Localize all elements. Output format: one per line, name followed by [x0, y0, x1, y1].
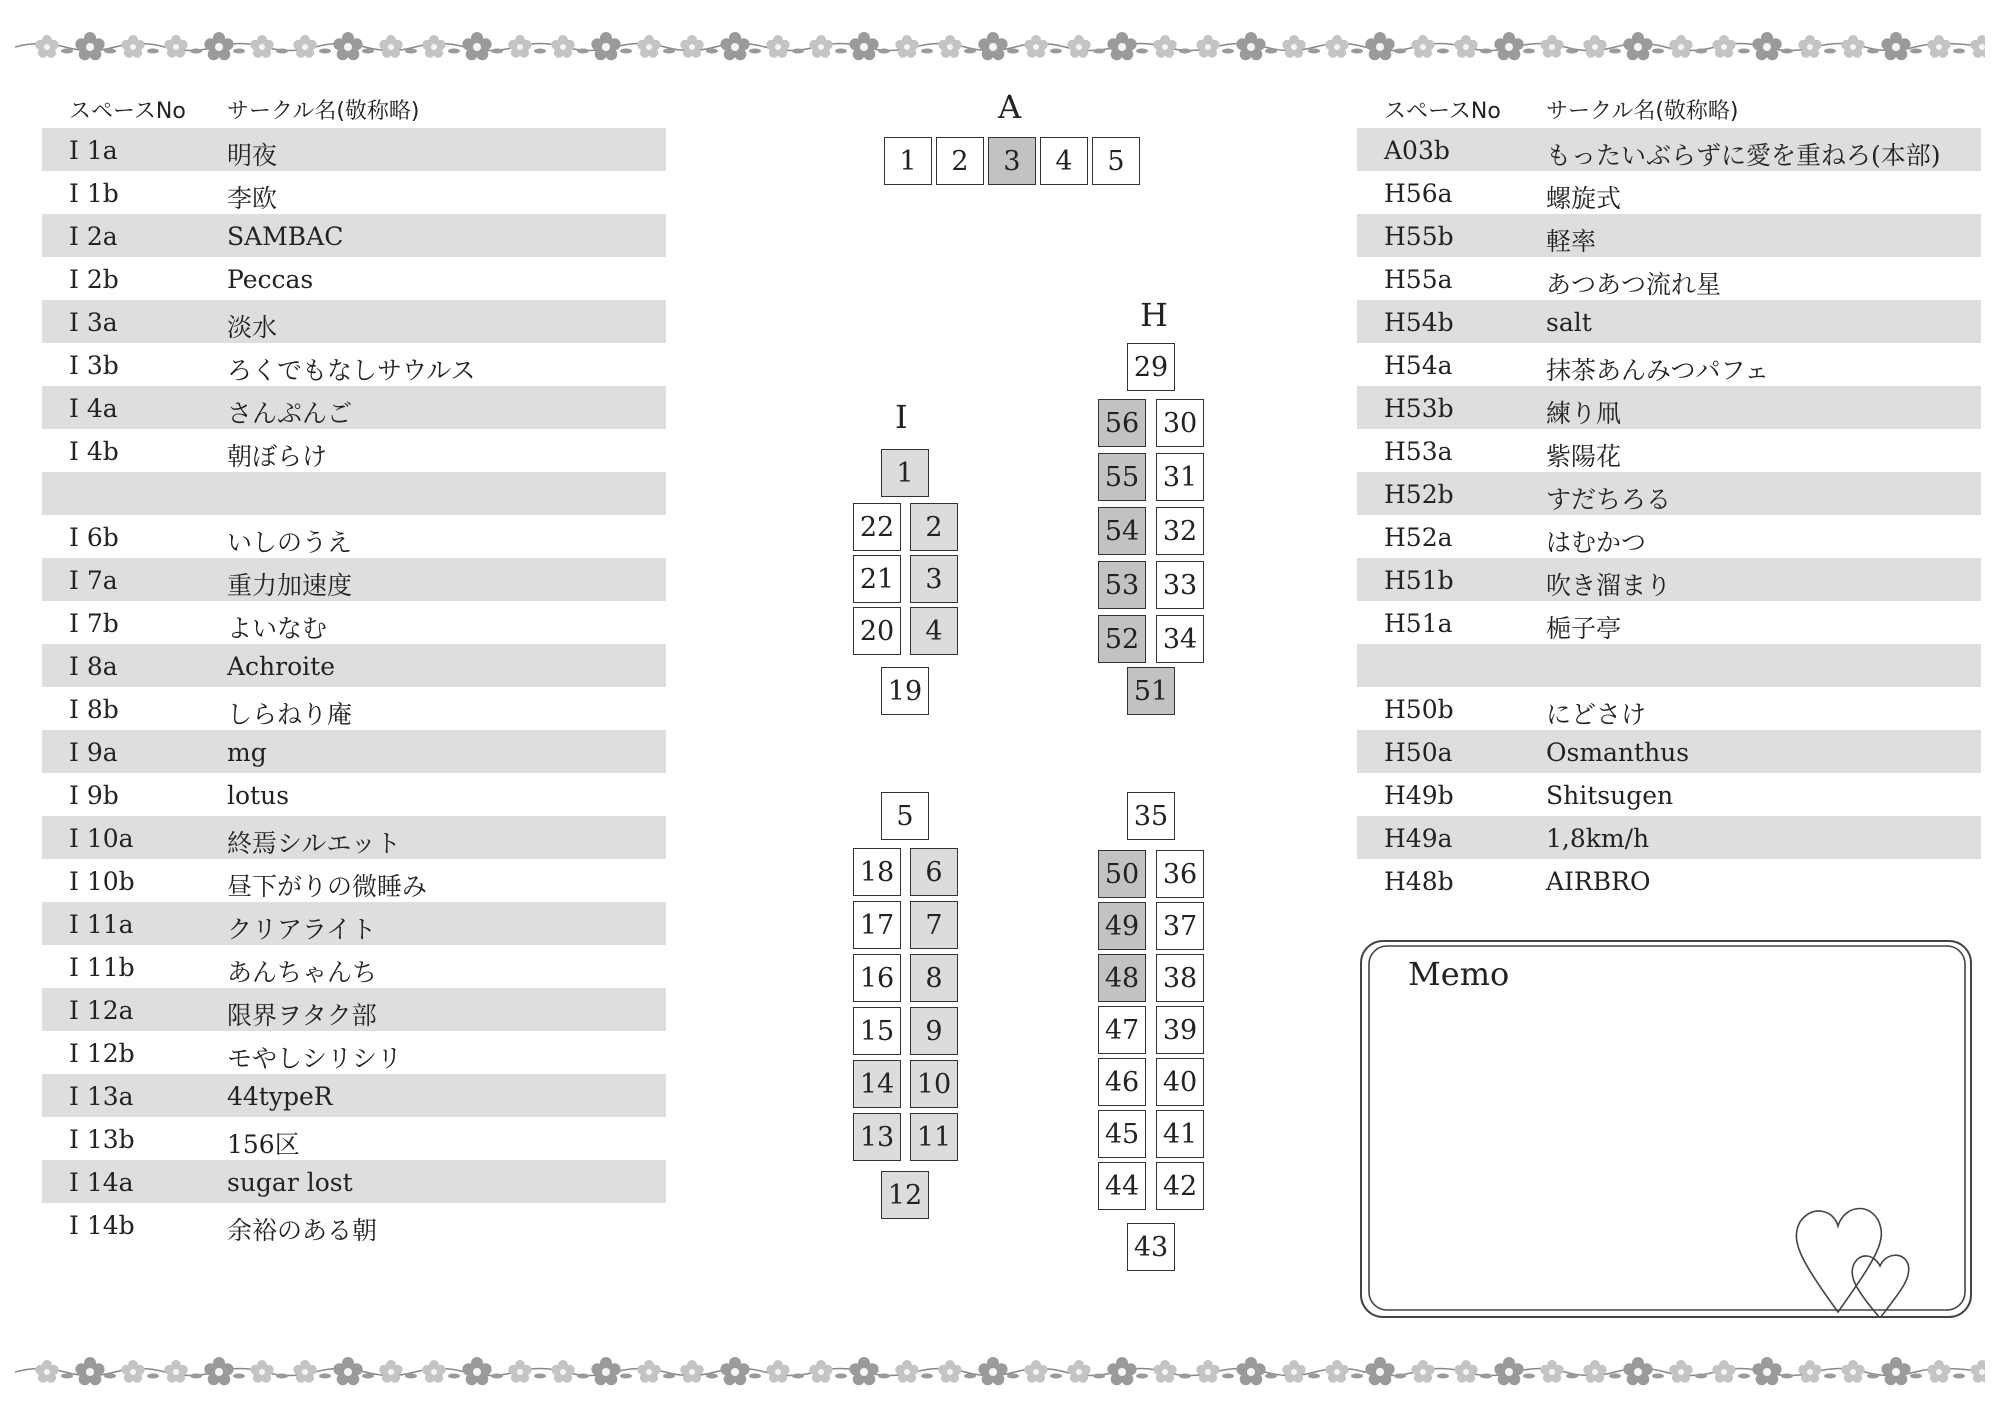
- circle-name: 淡水: [227, 313, 278, 342]
- block-label-i: I: [895, 398, 908, 436]
- space-no: I 3a: [69, 308, 118, 337]
- circle-name: 1,8km/h: [1546, 824, 1650, 853]
- space-cell-8: 8: [910, 954, 958, 1002]
- table-row: [42, 171, 666, 214]
- space-cell-5: 5: [881, 792, 929, 840]
- space-cell-44: 44: [1098, 1162, 1146, 1210]
- circle-name-header: サークル名(敬称略): [1546, 99, 1739, 124]
- space-no: I 6b: [69, 523, 119, 552]
- circle-name: 重力加速度: [227, 571, 353, 600]
- table-row: [42, 386, 666, 429]
- space-cell-34: 34: [1156, 615, 1204, 663]
- space-no: I 3b: [69, 351, 119, 380]
- left-circle-table: [42, 88, 666, 1246]
- circle-name: 昼下がりの微睡み: [227, 872, 428, 901]
- table-row: [42, 472, 666, 515]
- space-no: I 12b: [69, 1039, 135, 1068]
- space-no: H52a: [1384, 523, 1453, 552]
- space-cell-30: 30: [1156, 399, 1204, 447]
- circle-name: あつあつ流れ星: [1546, 270, 1722, 299]
- table-row: [1357, 214, 1981, 257]
- space-cell-20: 20: [853, 607, 901, 655]
- table-row: [1357, 859, 1981, 902]
- circle-name: よいなむ: [227, 614, 328, 643]
- space-no: I 2a: [69, 222, 118, 251]
- space-no: I 7b: [69, 609, 119, 638]
- table-row: [42, 1031, 666, 1074]
- space-cell-37: 37: [1156, 902, 1204, 950]
- circle-name: にどさけ: [1546, 700, 1647, 729]
- table-row: [1357, 128, 1981, 171]
- circle-name: はむかつ: [1546, 528, 1647, 557]
- circle-name: salt: [1546, 308, 1592, 337]
- space-no: I 1a: [69, 136, 118, 165]
- space-cell-53: 53: [1098, 561, 1146, 609]
- table-row: [1357, 601, 1981, 644]
- space-no: I 9a: [69, 738, 118, 767]
- space-no: I 7a: [69, 566, 118, 595]
- space-cell-47: 47: [1098, 1006, 1146, 1054]
- table-header: [42, 88, 666, 128]
- table-row: [42, 515, 666, 558]
- space-cell-4: 4: [1040, 137, 1088, 185]
- space-no: H56a: [1384, 179, 1453, 208]
- table-row: [42, 902, 666, 945]
- table-row: [42, 300, 666, 343]
- space-cell-46: 46: [1098, 1058, 1146, 1106]
- circle-name: さんぷんご: [227, 399, 353, 428]
- space-cell-56: 56: [1098, 399, 1146, 447]
- circle-name: いしのうえ: [227, 528, 353, 557]
- space-cell-2: 2: [910, 503, 958, 551]
- space-no: I 8a: [69, 652, 118, 681]
- table-row: [42, 945, 666, 988]
- table-row: [42, 1160, 666, 1203]
- circle-name: lotus: [227, 781, 290, 810]
- space-cell-16: 16: [853, 954, 901, 1002]
- circle-name: 螺旋式: [1546, 184, 1622, 213]
- space-no: H54a: [1384, 351, 1453, 380]
- space-cell-9: 9: [910, 1007, 958, 1055]
- circle-name: Shitsugen: [1546, 781, 1674, 810]
- table-row: [1357, 773, 1981, 816]
- circle-name: 抹茶あんみつパフェ: [1546, 356, 1770, 385]
- circle-name: 吹き溜まり: [1546, 571, 1672, 600]
- circle-name: あんちゃんち: [227, 958, 378, 987]
- memo-title: Memo: [1408, 955, 1510, 993]
- table-row: [42, 1117, 666, 1160]
- table-row: [42, 601, 666, 644]
- space-cell-3: 3: [910, 555, 958, 603]
- space-cell-7: 7: [910, 901, 958, 949]
- space-no: H54b: [1384, 308, 1454, 337]
- space-cell-6: 6: [910, 848, 958, 896]
- circle-name: モやしシリシリ: [227, 1044, 403, 1073]
- space-no: H49a: [1384, 824, 1453, 853]
- table-row: [42, 343, 666, 386]
- space-no: I 4b: [69, 437, 119, 466]
- space-cell-38: 38: [1156, 954, 1204, 1002]
- circle-name: Peccas: [227, 265, 314, 294]
- circle-name: しらねり庵: [227, 700, 353, 729]
- space-cell-12: 12: [881, 1171, 929, 1219]
- table-row: [1357, 515, 1981, 558]
- space-cell-19: 19: [881, 667, 929, 715]
- space-no: I 9b: [69, 781, 119, 810]
- circle-name: 44typeR: [227, 1082, 333, 1111]
- table-row: [42, 1203, 666, 1246]
- space-cell-4: 4: [910, 607, 958, 655]
- space-no: I 1b: [69, 179, 119, 208]
- space-cell-15: 15: [853, 1007, 901, 1055]
- space-no: H53b: [1384, 394, 1454, 423]
- table-row: [1357, 816, 1981, 859]
- circle-name: 余裕のある朝: [227, 1216, 378, 1245]
- space-cell-14: 14: [853, 1060, 901, 1108]
- space-cell-41: 41: [1156, 1110, 1204, 1158]
- space-cell-54: 54: [1098, 507, 1146, 555]
- table-row: [1357, 171, 1981, 214]
- circle-name: 明夜: [227, 141, 278, 170]
- table-row: [42, 773, 666, 816]
- table-row: [42, 214, 666, 257]
- space-no: I 12a: [69, 996, 134, 1025]
- table-row: [1357, 472, 1981, 515]
- circle-name: Osmanthus: [1546, 738, 1690, 767]
- circle-name: もったいぶらずに愛を重ねろ(本部): [1546, 141, 1941, 170]
- space-cell-5: 5: [1092, 137, 1140, 185]
- space-no: I 2b: [69, 265, 119, 294]
- space-no: H53a: [1384, 437, 1453, 466]
- table-rows: [42, 128, 666, 1246]
- space-cell-18: 18: [853, 848, 901, 896]
- table-row: [1357, 343, 1981, 386]
- table-row: [42, 257, 666, 300]
- table-row: [1357, 644, 1981, 687]
- space-no: I 4a: [69, 394, 118, 423]
- space-cell-52: 52: [1098, 615, 1146, 663]
- space-no: H55a: [1384, 265, 1453, 294]
- table-row: [42, 988, 666, 1031]
- space-cell-10: 10: [910, 1060, 958, 1108]
- space-no: H48b: [1384, 867, 1454, 896]
- space-no: H50b: [1384, 695, 1454, 724]
- space-cell-33: 33: [1156, 561, 1204, 609]
- space-no: H51a: [1384, 609, 1453, 638]
- space-cell-48: 48: [1098, 954, 1146, 1002]
- space-no-header: スペースNo: [69, 99, 186, 124]
- table-rows: [1357, 128, 1981, 902]
- table-row: [1357, 257, 1981, 300]
- space-no: I 11b: [69, 953, 135, 982]
- right-circle-table: [1357, 88, 1981, 902]
- space-no-header: スペースNo: [1384, 99, 1501, 124]
- table-row: [42, 859, 666, 902]
- flower-border-bottom: [15, 1351, 1985, 1393]
- space-cell-35: 35: [1127, 792, 1175, 840]
- circle-name: 朝ぼらけ: [227, 442, 328, 471]
- block-label-a: A: [998, 88, 1022, 126]
- space-cell-55: 55: [1098, 453, 1146, 501]
- circle-name: すだちろる: [1546, 485, 1672, 514]
- space-no: H50a: [1384, 738, 1453, 767]
- space-no: I 14a: [69, 1168, 134, 1197]
- space-cell-1: 1: [881, 449, 929, 497]
- space-cell-3: 3: [988, 137, 1036, 185]
- table-row: [42, 730, 666, 773]
- table-row: [42, 816, 666, 859]
- space-no: I 13b: [69, 1125, 135, 1154]
- space-cell-36: 36: [1156, 850, 1204, 898]
- heart-icon: [1796, 1209, 1908, 1318]
- space-cell-50: 50: [1098, 850, 1146, 898]
- table-row: [1357, 386, 1981, 429]
- table-row: [1357, 687, 1981, 730]
- space-cell-11: 11: [910, 1113, 958, 1161]
- circle-name: 限界ヲタク部: [227, 1001, 377, 1030]
- table-row: [42, 429, 666, 472]
- space-cell-21: 21: [853, 555, 901, 603]
- circle-name: AIRBRO: [1546, 867, 1651, 896]
- table-row: [42, 687, 666, 730]
- circle-name: sugar lost: [227, 1168, 353, 1197]
- circle-name: 梔子亭: [1546, 614, 1622, 643]
- flower-border-top: [15, 26, 1985, 68]
- space-cell-1: 1: [884, 137, 932, 185]
- space-no: H51b: [1384, 566, 1454, 595]
- circle-name: mg: [227, 738, 267, 767]
- table-header: [1357, 88, 1981, 128]
- circle-name-header: サークル名(敬称略): [227, 99, 420, 124]
- table-row: [1357, 558, 1981, 601]
- circle-name: 練り凧: [1546, 399, 1622, 428]
- table-row: [1357, 429, 1981, 472]
- table-row: [42, 558, 666, 601]
- space-cell-40: 40: [1156, 1058, 1204, 1106]
- circle-name: 紫陽花: [1546, 442, 1622, 471]
- space-no: H55b: [1384, 222, 1454, 251]
- table-row: [42, 1074, 666, 1117]
- space-cell-13: 13: [853, 1113, 901, 1161]
- circle-name: 李欧: [227, 184, 278, 213]
- space-no: I 13a: [69, 1082, 134, 1111]
- space-no: H52b: [1384, 480, 1454, 509]
- table-row: [42, 128, 666, 171]
- circle-name: Achroite: [227, 652, 335, 681]
- space-cell-39: 39: [1156, 1006, 1204, 1054]
- space-no: A03b: [1384, 136, 1450, 165]
- space-no: I 14b: [69, 1211, 135, 1240]
- space-cell-42: 42: [1156, 1162, 1204, 1210]
- space-cell-17: 17: [853, 901, 901, 949]
- space-cell-22: 22: [853, 503, 901, 551]
- space-cell-51: 51: [1127, 667, 1175, 715]
- memo-box: [1360, 940, 1972, 1318]
- circle-name: 156区: [227, 1130, 300, 1159]
- space-cell-31: 31: [1156, 453, 1204, 501]
- space-cell-2: 2: [936, 137, 984, 185]
- circle-name: ろくでもなしサウルス: [227, 356, 476, 385]
- space-no: H49b: [1384, 781, 1454, 810]
- circle-name: クリアライト: [227, 915, 377, 944]
- space-no: I 10b: [69, 867, 135, 896]
- table-row: [42, 644, 666, 687]
- space-no: I 8b: [69, 695, 119, 724]
- table-row: [1357, 730, 1981, 773]
- space-no: I 11a: [69, 910, 134, 939]
- space-cell-32: 32: [1156, 507, 1204, 555]
- circle-name: SAMBAC: [227, 222, 344, 251]
- space-cell-29: 29: [1127, 343, 1175, 391]
- space-cell-49: 49: [1098, 902, 1146, 950]
- circle-name: 軽率: [1546, 227, 1597, 256]
- space-no: I 10a: [69, 824, 134, 853]
- circle-name: 終焉シルエット: [227, 829, 401, 858]
- table-row: [1357, 300, 1981, 343]
- space-cell-43: 43: [1127, 1223, 1175, 1271]
- space-cell-45: 45: [1098, 1110, 1146, 1158]
- block-label-h: H: [1140, 296, 1168, 334]
